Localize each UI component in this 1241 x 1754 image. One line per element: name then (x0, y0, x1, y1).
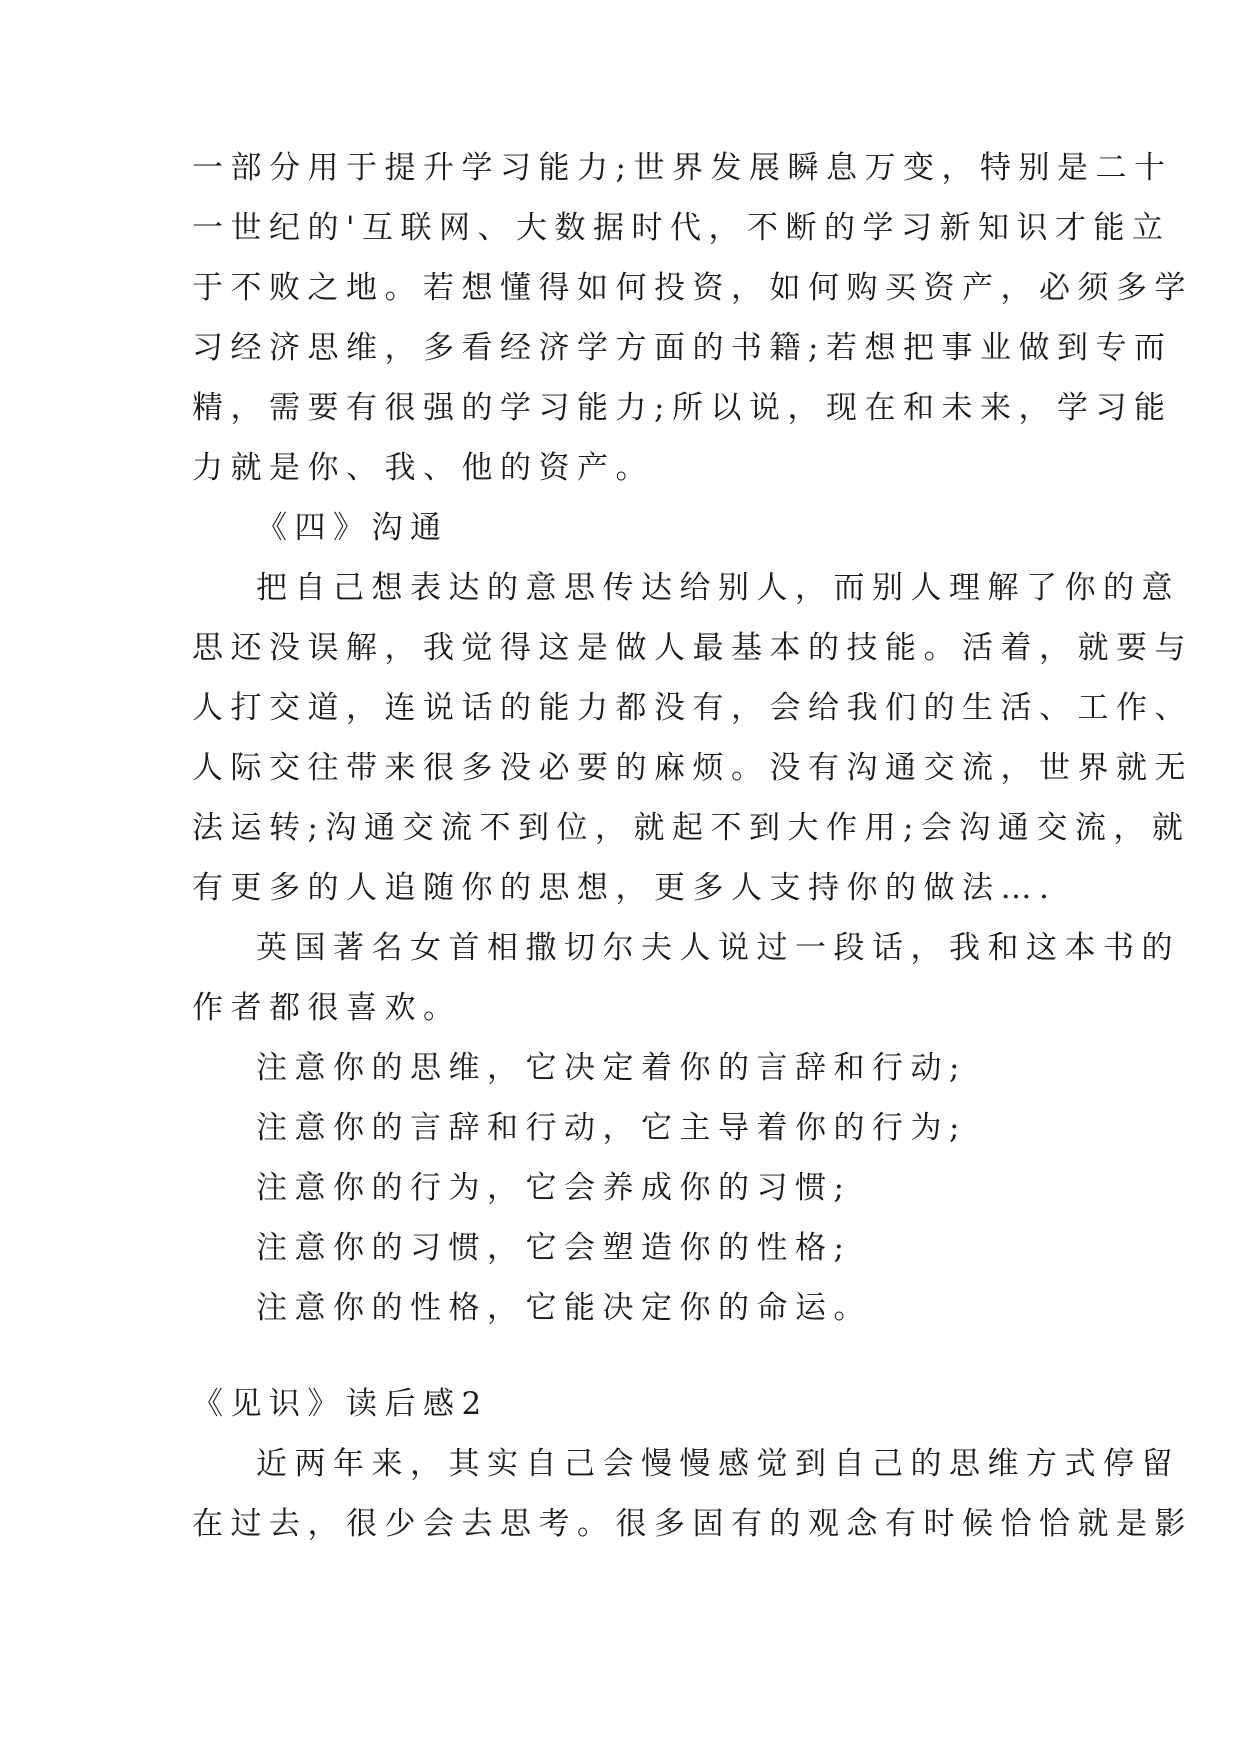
quote-line: 注意你的习惯，它会塑造你的性格; (256, 1230, 852, 1266)
body-text-line: 习经济思维，多看经济学方面的书籍;若想把事业做到专而 (192, 330, 1173, 366)
body-text-line: 一部分用于提升学习能力;世界发展瞬息万变，特别是二十 (192, 150, 1173, 186)
body-text-line: 在过去，很少会去思考。很多固有的观念有时候恰恰就是影 (192, 1506, 1193, 1542)
section-heading: 《四》沟通 (256, 510, 449, 546)
body-text-line: 于不败之地。若想懂得如何投资，如何购买资产，必须多学 (192, 270, 1193, 306)
body-text-line: 力就是你、我、他的资产。 (192, 450, 654, 486)
body-text-line: 思还没误解，我觉得这是做人最基本的技能。活着，就要与 (192, 630, 1193, 666)
body-text-line: 人打交道，连说话的能力都没有，会给我们的生活、工作、 (192, 690, 1193, 726)
body-text-line: 近两年来，其实自己会慢慢感觉到自己的思维方式停留 (256, 1446, 1180, 1482)
body-text-line: 法运转;沟通交流不到位，就起不到大作用;会沟通交流，就 (192, 810, 1191, 846)
body-text-line: 作者都很喜欢。 (192, 990, 462, 1026)
body-text-line: 人际交往带来很多没必要的麻烦。没有沟通交流，世界就无 (192, 750, 1193, 786)
quote-line: 注意你的言辞和行动，它主导着你的行为; (256, 1110, 967, 1146)
article-title: 《见识》读后感2 (192, 1386, 489, 1422)
quote-line: 注意你的性格，它能决定你的命运。 (256, 1290, 872, 1326)
body-text-line: 一世纪的'互联网、大数据时代，不断的学习新知识才能立 (192, 210, 1171, 246)
body-text-line: 精，需要有很强的学习能力;所以说，现在和未来，学习能 (192, 390, 1173, 426)
quote-line: 注意你的思维，它决定着你的言辞和行动; (256, 1050, 967, 1086)
body-text-line: 英国著名女首相撒切尔夫人说过一段话，我和这本书的 (256, 930, 1180, 966)
body-text-line: 把自己想表达的意思传达给别人，而别人理解了你的意 (256, 570, 1180, 606)
quote-line: 注意你的行为，它会养成你的习惯; (256, 1170, 852, 1206)
body-text-line: 有更多的人追随你的思想，更多人支持你的做法…. (192, 870, 1057, 906)
